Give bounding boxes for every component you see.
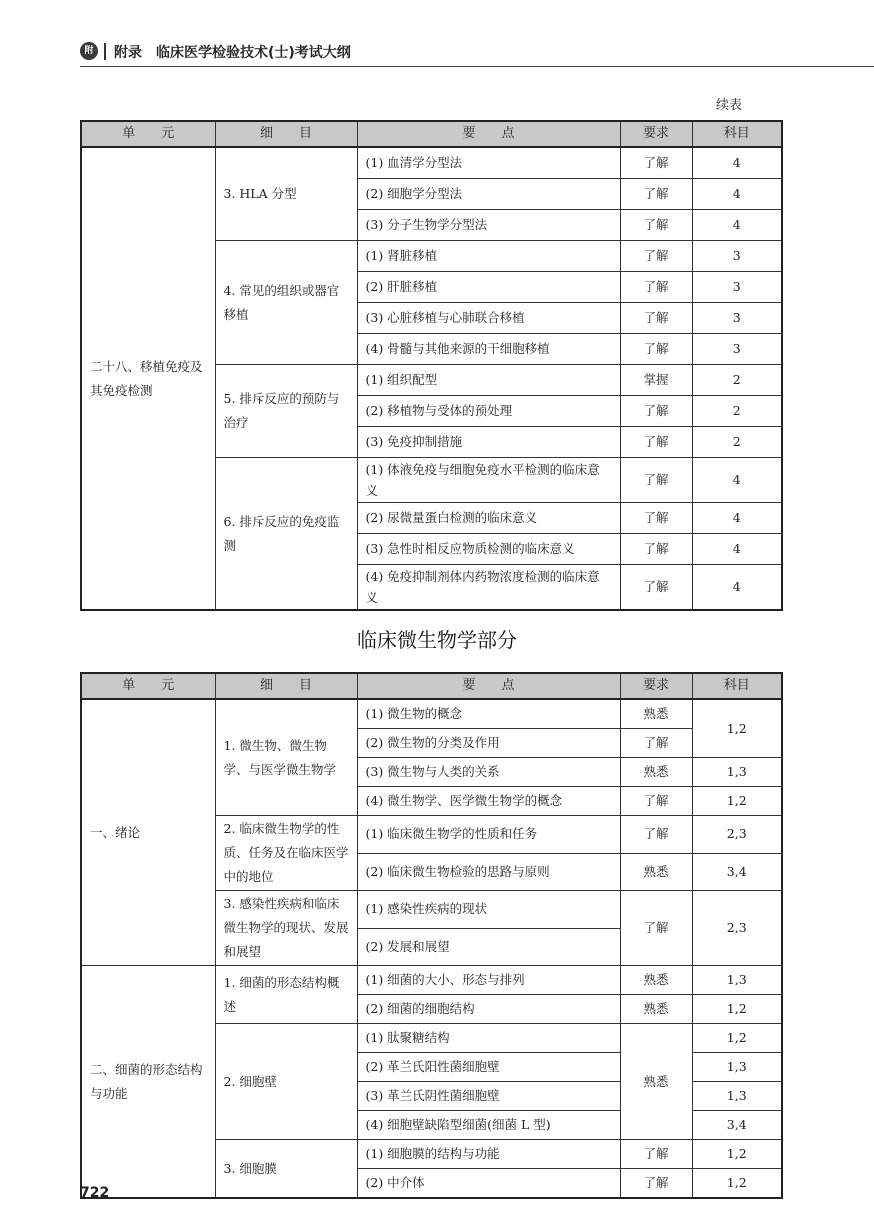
- subject-cell: 1,3: [692, 966, 782, 995]
- point-cell: (2) 中介体: [357, 1169, 620, 1199]
- subject-cell: 4: [692, 210, 782, 241]
- subject-cell: 2,3: [692, 816, 782, 854]
- subject-cell: 1,3: [692, 1082, 782, 1111]
- detail-cell: 3. 细胞膜: [215, 1140, 357, 1199]
- requirement-cell: 了解: [620, 396, 692, 427]
- subject-cell: 4: [692, 534, 782, 565]
- subject-cell: 1,2: [692, 1140, 782, 1169]
- detail-cell: 2. 临床微生物学的性质、任务及在临床医学中的地位: [215, 816, 357, 891]
- point-cell: (2) 细菌的细胞结构: [357, 995, 620, 1024]
- col-detail: 细 目: [215, 673, 357, 699]
- table-header-row: [81, 121, 782, 147]
- col-subject: 科目: [692, 673, 782, 699]
- point-cell: (3) 心脏移植与心肺联合移植: [357, 303, 620, 334]
- table-row: [81, 699, 782, 729]
- header-rule: [80, 66, 874, 67]
- detail-cell: 3. HLA 分型: [215, 147, 357, 241]
- subject-cell: 3: [692, 303, 782, 334]
- point-cell: (2) 发展和展望: [357, 928, 620, 966]
- requirement-cell: 了解: [620, 1169, 692, 1199]
- point-cell: (1) 感染性疾病的现状: [357, 891, 620, 929]
- requirement-cell: 了解: [620, 891, 692, 966]
- col-unit: 单 元: [81, 121, 215, 147]
- requirement-cell: 熟悉: [620, 995, 692, 1024]
- requirement-cell: 了解: [620, 334, 692, 365]
- col-requirement: 要求: [620, 121, 692, 147]
- point-cell: (1) 肾脏移植: [357, 241, 620, 272]
- detail-cell: 3. 感染性疾病和临床微生物学的现状、发展和展望: [215, 891, 357, 966]
- outline-table-microbiology: [80, 672, 783, 1199]
- table-row: [81, 966, 782, 995]
- point-cell: (1) 细菌的大小、形态与排列: [357, 966, 620, 995]
- subject-cell: 4: [692, 565, 782, 611]
- subject-cell: 4: [692, 458, 782, 503]
- requirement-cell: 了解: [620, 816, 692, 854]
- subject-cell: 4: [692, 147, 782, 179]
- subject-cell: 2: [692, 396, 782, 427]
- point-cell: (2) 革兰氏阳性菌细胞壁: [357, 1053, 620, 1082]
- page-number: 722: [80, 1185, 110, 1201]
- requirement-cell: 掌握: [620, 365, 692, 396]
- subject-cell: 1,2: [692, 1024, 782, 1053]
- subject-cell: 1,2: [692, 787, 782, 816]
- subject-cell: 1,3: [692, 1053, 782, 1082]
- requirement-cell: 了解: [620, 787, 692, 816]
- section-title: 临床微生物学部分: [357, 628, 517, 652]
- header-divider: [104, 43, 106, 60]
- requirement-cell: 熟悉: [620, 853, 692, 891]
- col-requirement: 要求: [620, 673, 692, 699]
- point-cell: (2) 肝脏移植: [357, 272, 620, 303]
- point-cell: (3) 革兰氏阴性菌细胞壁: [357, 1082, 620, 1111]
- col-detail: 细 目: [215, 121, 357, 147]
- point-cell: (1) 肽聚糖结构: [357, 1024, 620, 1053]
- point-cell: (2) 微生物的分类及作用: [357, 729, 620, 758]
- requirement-cell: 了解: [620, 534, 692, 565]
- point-cell: (2) 细胞学分型法: [357, 179, 620, 210]
- subject-cell: 3: [692, 272, 782, 303]
- requirement-cell: 了解: [620, 729, 692, 758]
- book-icon: 附: [80, 42, 98, 60]
- point-cell: (3) 分子生物学分型法: [357, 210, 620, 241]
- point-cell: (3) 急性时相反应物质检测的临床意义: [357, 534, 620, 565]
- requirement-cell: 了解: [620, 1140, 692, 1169]
- requirement-cell: 熟悉: [620, 966, 692, 995]
- point-cell: (4) 微生物学、医学微生物学的概念: [357, 787, 620, 816]
- requirement-cell: 了解: [620, 210, 692, 241]
- subject-cell: 4: [692, 179, 782, 210]
- requirement-cell: 了解: [620, 272, 692, 303]
- point-cell: (2) 临床微生物检验的思路与原则: [357, 853, 620, 891]
- detail-cell: 1. 微生物、微生物学、与医学微生物学: [215, 699, 357, 816]
- subject-cell: 3,4: [692, 853, 782, 891]
- requirement-cell: 了解: [620, 565, 692, 611]
- subject-cell: 3: [692, 241, 782, 272]
- point-cell: (4) 细胞壁缺陷型细菌(细菌 L 型): [357, 1111, 620, 1140]
- point-cell: (1) 血清学分型法: [357, 147, 620, 179]
- unit-cell: 二十八、移植免疫及其免疫检测: [81, 147, 215, 610]
- subject-cell: 3: [692, 334, 782, 365]
- outline-table-transplant: [80, 120, 783, 611]
- subject-cell: 1,2: [692, 995, 782, 1024]
- subject-cell: 1,2: [692, 699, 782, 758]
- col-point: 要 点: [357, 673, 620, 699]
- point-cell: (3) 微生物与人类的关系: [357, 758, 620, 787]
- unit-cell: 二、细菌的形态结构与功能: [81, 966, 215, 1199]
- requirement-cell: 熟悉: [620, 699, 692, 729]
- subject-cell: 2: [692, 365, 782, 396]
- point-cell: (1) 细胞膜的结构与功能: [357, 1140, 620, 1169]
- point-cell: (1) 组织配型: [357, 365, 620, 396]
- subject-cell: 2: [692, 427, 782, 458]
- col-unit: 单 元: [81, 673, 215, 699]
- requirement-cell: 了解: [620, 303, 692, 334]
- continued-label: 续表: [716, 98, 743, 113]
- point-cell: (1) 临床微生物学的性质和任务: [357, 816, 620, 854]
- running-header: [80, 38, 874, 68]
- subject-cell: 1,3: [692, 758, 782, 787]
- point-cell: (2) 移植物与受体的预处理: [357, 396, 620, 427]
- col-point: 要 点: [357, 121, 620, 147]
- point-cell: (2) 尿微量蛋白检测的临床意义: [357, 503, 620, 534]
- detail-cell: 6. 排斥反应的免疫监测: [215, 458, 357, 611]
- detail-cell: 4. 常见的组织或器官移植: [215, 241, 357, 365]
- point-cell: (4) 骨髓与其他来源的干细胞移植: [357, 334, 620, 365]
- detail-cell: 1. 细菌的形态结构概述: [215, 966, 357, 1024]
- subject-cell: 1,2: [692, 1169, 782, 1199]
- requirement-cell: 了解: [620, 503, 692, 534]
- point-cell: (1) 体液免疫与细胞免疫水平检测的临床意义: [357, 458, 620, 503]
- subject-cell: 2,3: [692, 891, 782, 966]
- requirement-cell: 熟悉: [620, 1024, 692, 1140]
- header-title: 附录 临床医学检验技术(士)考试大纲: [114, 45, 351, 61]
- requirement-cell: 了解: [620, 241, 692, 272]
- subject-cell: 4: [692, 503, 782, 534]
- unit-cell: 一、绪论: [81, 699, 215, 966]
- requirement-cell: 了解: [620, 179, 692, 210]
- detail-cell: 5. 排斥反应的预防与治疗: [215, 365, 357, 458]
- requirement-cell: 了解: [620, 427, 692, 458]
- detail-cell: 2. 细胞壁: [215, 1024, 357, 1140]
- col-subject: 科目: [692, 121, 782, 147]
- requirement-cell: 了解: [620, 147, 692, 179]
- requirement-cell: 熟悉: [620, 758, 692, 787]
- table-row: [81, 147, 782, 179]
- point-cell: (4) 免疫抑制剂体内药物浓度检测的临床意义: [357, 565, 620, 611]
- table-header-row: [81, 673, 782, 699]
- point-cell: (3) 免疫抑制措施: [357, 427, 620, 458]
- requirement-cell: 了解: [620, 458, 692, 503]
- subject-cell: 3,4: [692, 1111, 782, 1140]
- point-cell: (1) 微生物的概念: [357, 699, 620, 729]
